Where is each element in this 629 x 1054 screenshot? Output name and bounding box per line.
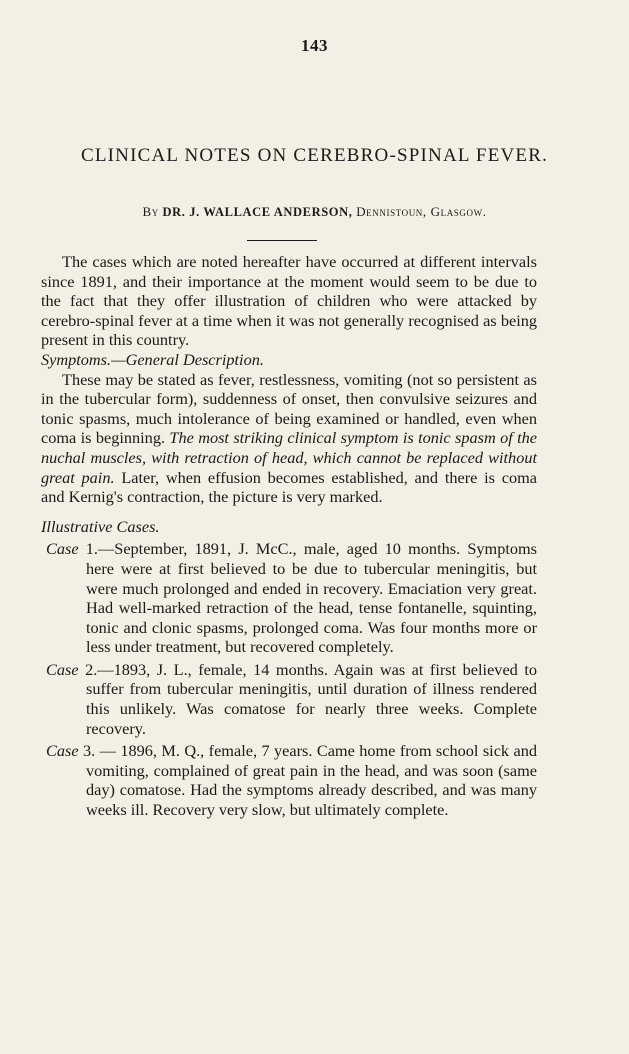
title-divider — [247, 240, 317, 241]
case-entry-1 — [46, 539, 537, 657]
case-text: 2.—1893, J. L., female, 14 months. Again was at first believed to suffer from tubercular meningitis, until duration of illness rendered this unlikely. Was comatose for nearly three weeks. Complete recovery. — [85, 659, 537, 738]
byline-author: DR. J. WALLACE ANDERSON, — [162, 205, 353, 219]
intro-paragraph: The cases which are noted hereafter have occurred at different intervals since 1891, and their importance at the moment would seem to be due to the fact that they offer illustration of children who were attacked by cerebro-spinal fever at a time when it was not generally recognised as being present in this country. — [41, 252, 537, 350]
case-text: 1.—September, 1891, J. McC., male, aged 10 months. Symptoms here were at first believed to be due to tubercular meningitis, but were much prolonged and ended in recovery. Emaciation very great. Had well-marked retraction of the head, tense fontanelle, squinting, tonic and clonic spasms, prolonged coma. Was four months more or less under treatment, but recovered completely. — [85, 539, 537, 657]
case-entry-3 — [46, 741, 537, 819]
byline-place: Dennistoun, Glasgow. — [356, 204, 487, 219]
case-label: Case — [46, 741, 79, 761]
article-title: CLINICAL NOTES ON CEREBRO-SPINAL FEVER. — [80, 145, 549, 166]
symptoms-emphasis: The most striking clinical symptom is tonic spasm of the nuchal muscles, with retraction of head, which cannot be replaced without great pain. — [41, 428, 537, 487]
article-body — [41, 252, 537, 820]
case-entry-2 — [46, 660, 537, 738]
case-label: Case — [46, 539, 79, 559]
page-number: 143 — [301, 36, 328, 55]
byline — [40, 204, 589, 220]
symptoms-text-part1: These may be stated as fever, restlessness, vomiting (not so persistent as in the tubercular form), suddenness of onset, then convulsive seizures and tonic spasms, much intolerance of being examined or handled, even when coma is beginning. — [41, 369, 537, 448]
symptoms-paragraph — [41, 370, 537, 507]
byline-by: By — [142, 204, 159, 219]
case-label: Case — [46, 659, 79, 679]
cases-heading: Illustrative Cases. — [41, 516, 160, 536]
symptoms-heading: Symptoms.—General Description. — [41, 349, 264, 369]
case-text: 3. — 1896, M. Q., female, 7 years. Came home from school sick and vomiting, complained of great pain in the head, and was soon (same day) comatose. Had the symptoms already described, and was many weeks ill. Recovery very slow, but ultimately complete. — [82, 741, 537, 820]
symptoms-text-part2: Later, when effusion becomes established, and there is coma and Kernig's contraction, the picture is very marked. — [41, 467, 537, 507]
